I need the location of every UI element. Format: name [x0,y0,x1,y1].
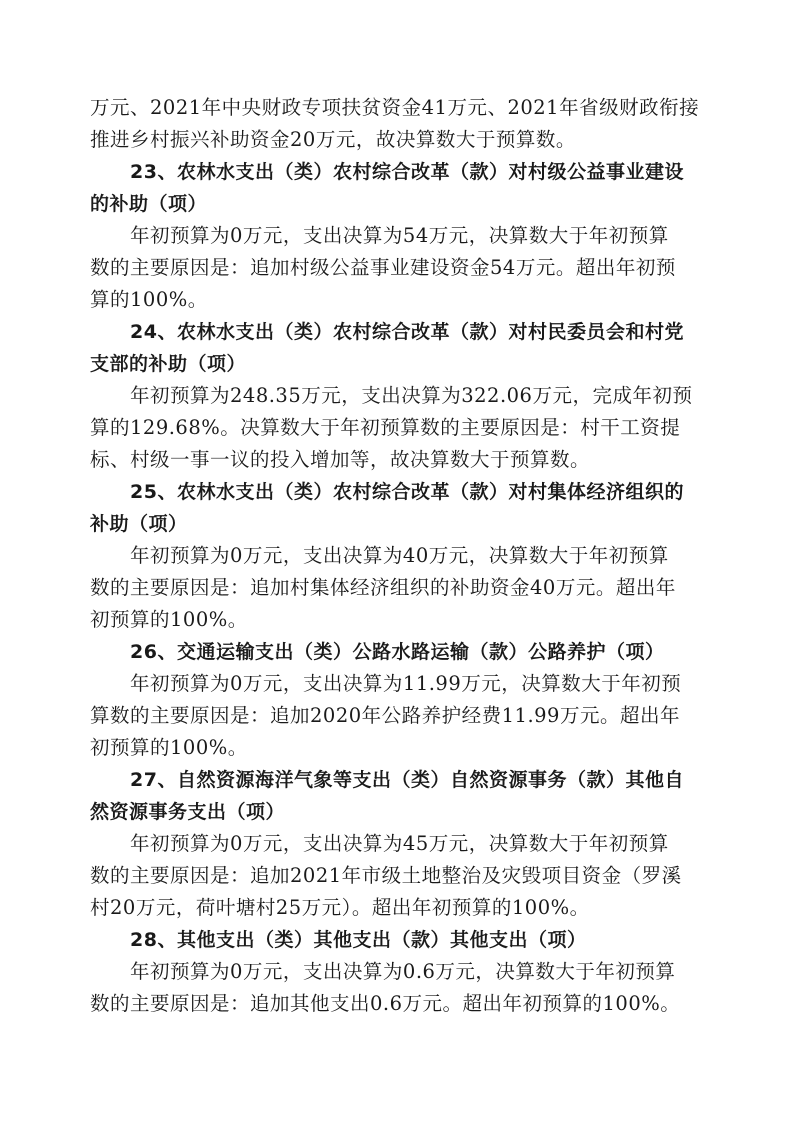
paragraph-line: 算数的主要原因是：追加2020年公路养护经费11.99万元。超出年 [90,704,680,727]
paragraph-line: 年初预算为0万元，支出决算为54万元，决算数大于年初预算 [130,224,669,247]
document-body [90,92,703,1020]
section-heading-line: 28、其他支出（类）其他支出（款）其他支出（项） [130,929,587,951]
paragraph-line: 算的129.68%。决算数大于年初预算数的主要原因是：村干工资提 [90,416,681,439]
section-heading-line: 的补助（项） [90,193,208,215]
paragraph-line: 年初预算为0万元，支出决算为45万元，决算数大于年初预算 [130,832,669,855]
section-heading-line: 23、农林水支出（类）农村综合改革（款）对村级公益事业建设 [130,161,684,183]
paragraph-line: 数的主要原因是：追加村集体经济组织的补助资金40万元。超出年 [90,576,676,599]
paragraph-line: 初预算的100%。 [90,736,248,759]
section-heading-line: 27、自然资源海洋气象等支出（类）自然资源事务（款）其他自 [130,769,684,791]
section-heading-line: 支部的补助（项） [90,353,247,375]
paragraph-line: 年初预算为248.35万元，支出决算为322.06万元，完成年初预 [130,384,693,407]
paragraph-line: 标、村级一事一议的投入增加等，故决算数大于预算数。 [90,448,591,471]
section-heading-line: 25、农林水支出（类）农村综合改革（款）对村集体经济组织的 [130,481,684,503]
paragraph-line: 万元、2021年中央财政专项扶贫资金41万元、2021年省级财政衔接 [90,96,700,119]
section-heading-line: 然资源事务支出（项） [90,801,286,823]
paragraph-line: 年初预算为0万元，支出决算为40万元，决算数大于年初预算 [130,544,669,567]
paragraph-line: 推进乡村振兴补助资金20万元，故决算数大于预算数。 [90,128,576,151]
paragraph-line: 村20万元，荷叶塘村25万元）。超出年初预算的100%。 [90,896,590,919]
section-heading-line: 26、交通运输支出（类）公路水路运输（款）公路养护（项） [130,641,665,663]
section-heading-line: 24、农林水支出（类）农村综合改革（款）对村民委员会和村党 [130,321,684,343]
paragraph-line: 数的主要原因是：追加2021年市级土地整治及灾毁项目资金（罗溪 [90,864,682,887]
paragraph-line: 算的100%。 [90,288,208,311]
paragraph-line: 数的主要原因是：追加其他支出0.6万元。超出年初预算的100%。 [90,992,681,1015]
section-heading-line: 补助（项） [90,513,188,535]
paragraph-line: 数的主要原因是：追加村级公益事业建设资金54万元。超出年初预 [90,256,676,279]
paragraph-line: 初预算的100%。 [90,608,248,631]
paragraph-line: 年初预算为0万元，支出决算为11.99万元，决算数大于年初预 [130,672,682,695]
paragraph-line: 年初预算为0万元，支出决算为0.6万元，决算数大于年初预算 [130,960,676,983]
